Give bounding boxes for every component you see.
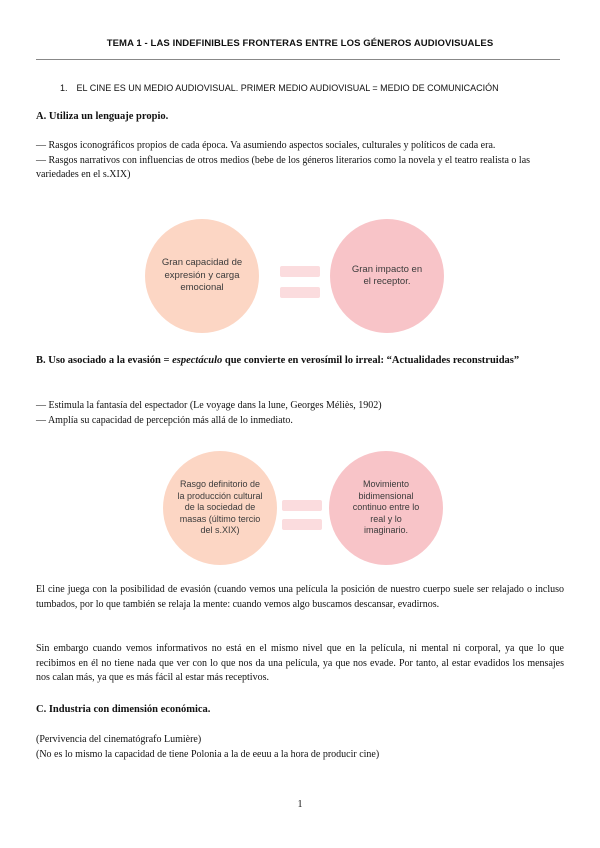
diagram-a-right-text: Gran impacto en el receptor.	[351, 263, 423, 287]
section-1-number: 1.	[60, 83, 68, 93]
section-1-title: EL CINE ES UN MEDIO AUDIOVISUAL. PRIMER MEDIO AUDIOVISUAL = MEDIO DE COMUNICACIÓN	[76, 83, 499, 93]
section-a-bullet: — Rasgos narrativos con influencias de otros medios (bebe de los géneros literarios como la novela y el teatro realista o las variedades en el s.XIX)	[36, 154, 531, 180]
section-c-line: (Pervivencia del cinematógrafo Lumière)	[36, 734, 202, 745]
section-c-heading: C. Industria con dimensión económica.	[36, 704, 211, 715]
equals-sign-bottom-bar	[282, 519, 322, 530]
diagram-a-right-circle	[330, 219, 444, 333]
section-b-paragraph-2: Sin embargo cuando vemos informativos no está en el mismo nivel que en la película, ni mental ni corporal, ya que lo que recibimos en él no tiene nada que ver con lo que nos da una película, ya que nos evade. Por tanto, al estar evadidos los mensajes nos calan más, ya que es más fácil al estar más receptivos.	[36, 643, 564, 683]
diagram-a-left-circle	[145, 219, 259, 333]
section-b-heading-end: que convierte en verosímil lo irreal: “Actualidades reconstruidas”	[222, 355, 520, 366]
section-b-heading	[36, 354, 564, 369]
page-header-title: TEMA 1 - LAS INDEFINIBLES FRONTERAS ENTRE LOS GÉNEROS AUDIOVISUALES	[106, 38, 494, 49]
diagram-b-right-text: Movimiento bidimensional continuo entre lo real y lo imaginario.	[352, 479, 420, 536]
diagram-a-left-text: Gran capacidad de expresión y carga emocional	[161, 257, 243, 294]
section-b-bullet: — Amplía su capacidad de percepción más allá de lo inmediato.	[36, 414, 293, 426]
page-number: 1	[297, 799, 303, 810]
header-divider	[36, 59, 560, 60]
section-b-bullets	[36, 399, 564, 428]
section-b-paragraph-1: El cine juega con la posibilidad de evasión (cuando vemos una película la posición de nuestro cuerpo suele ser relajado o incluso tumbados, por lo que también se relaja la mente: cuando vemos algo buscamos descansar, evadirnos.	[36, 584, 564, 610]
section-b-heading-start: B. Uso asociado a la evasión =	[36, 355, 173, 366]
diagram-b-left-circle	[163, 451, 277, 565]
section-1-heading	[60, 83, 499, 93]
equals-sign-top-bar	[280, 266, 320, 277]
section-a-bullet: — Rasgos iconográficos propios de cada época. Va asumiendo aspectos sociales, culturales y políticos de cada era.	[36, 140, 496, 151]
section-b-bullet: — Estimula la fantasía del espectador (Le voyage dans la lune, Georges Méliès, 1902)	[36, 400, 382, 411]
equals-sign-bottom-bar	[280, 287, 320, 298]
section-c-lines	[36, 733, 564, 762]
section-a-heading: A. Utiliza un lenguaje propio.	[36, 111, 169, 122]
section-a-bullets	[36, 139, 564, 183]
section-c-line: (No es lo mismo la capacidad de tiene Polonia a la de eeuu a la hora de producir cine)	[36, 748, 380, 760]
diagram-b-right-circle	[329, 451, 443, 565]
section-b-heading-emphasis: espectáculo	[172, 355, 223, 366]
diagram-b-left-text: Rasgo definitorio de la producción cultural de la sociedad de masas (último tercio del s.XIX)	[177, 479, 263, 536]
equals-sign-top-bar	[282, 500, 322, 511]
